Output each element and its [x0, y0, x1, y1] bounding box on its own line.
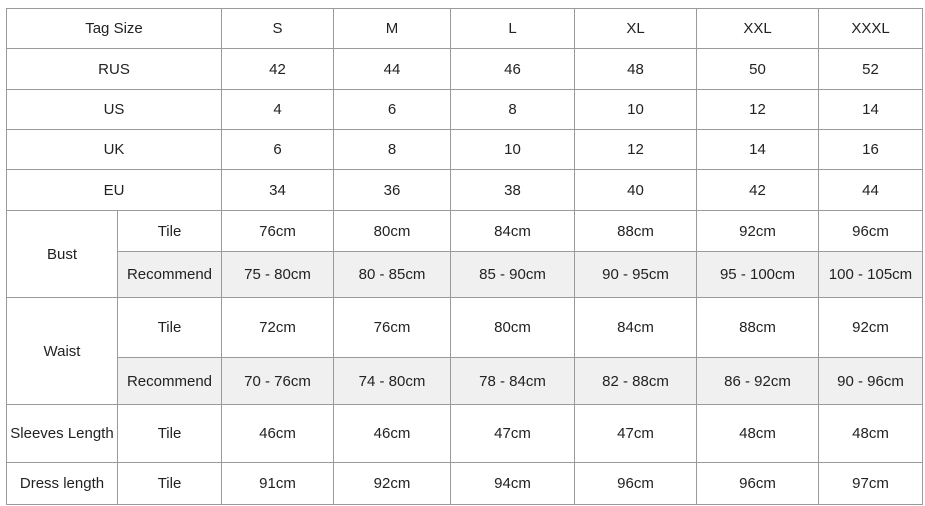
- table-cell: 76cm: [222, 211, 334, 252]
- size-header: XXL: [697, 9, 819, 49]
- table-cell: 34: [222, 170, 334, 211]
- size-header: L: [451, 9, 575, 49]
- table-cell: 74 - 80cm: [334, 358, 451, 405]
- table-cell: 97cm: [819, 463, 923, 505]
- size-header: XL: [575, 9, 697, 49]
- table-cell: 70 - 76cm: [222, 358, 334, 405]
- table-cell: 96cm: [819, 211, 923, 252]
- size-header: XXXL: [819, 9, 923, 49]
- row-label: UK: [7, 130, 222, 170]
- table-cell: 42: [697, 170, 819, 211]
- waist-recommend-row: [7, 358, 923, 405]
- table-cell: 36: [334, 170, 451, 211]
- table-cell: 42: [222, 49, 334, 90]
- rus-row: [7, 49, 923, 90]
- table-cell: 88cm: [697, 298, 819, 358]
- table-cell: 40: [575, 170, 697, 211]
- row-label: US: [7, 90, 222, 130]
- sleeves-row: [7, 405, 923, 463]
- table-cell: 76cm: [334, 298, 451, 358]
- table-cell: 44: [819, 170, 923, 211]
- row-label: EU: [7, 170, 222, 211]
- eu-row: [7, 170, 923, 211]
- table-cell: 46cm: [334, 405, 451, 463]
- table-cell: 75 - 80cm: [222, 252, 334, 298]
- table-cell: 46cm: [222, 405, 334, 463]
- tag-size-row: [7, 9, 923, 49]
- table-cell: 47cm: [575, 405, 697, 463]
- table-cell: 38: [451, 170, 575, 211]
- us-row: [7, 90, 923, 130]
- table-cell: 12: [575, 130, 697, 170]
- table-cell: 84cm: [575, 298, 697, 358]
- row-label: Tag Size: [7, 9, 222, 49]
- table-cell: 84cm: [451, 211, 575, 252]
- table-cell: 80cm: [451, 298, 575, 358]
- table-cell: 96cm: [697, 463, 819, 505]
- table-cell: 90 - 96cm: [819, 358, 923, 405]
- table-cell: 96cm: [575, 463, 697, 505]
- size-chart-table: [6, 8, 923, 505]
- table-cell: 44: [334, 49, 451, 90]
- table-cell: 14: [819, 90, 923, 130]
- table-cell: 48cm: [697, 405, 819, 463]
- table-cell: 10: [451, 130, 575, 170]
- table-cell: 46: [451, 49, 575, 90]
- table-cell: 6: [222, 130, 334, 170]
- table-cell: 80 - 85cm: [334, 252, 451, 298]
- table-cell: 78 - 84cm: [451, 358, 575, 405]
- row-group-label: Sleeves Length: [7, 405, 118, 463]
- sub-label: Recommend: [118, 252, 222, 298]
- table-cell: 80cm: [334, 211, 451, 252]
- row-label: RUS: [7, 49, 222, 90]
- table-cell: 47cm: [451, 405, 575, 463]
- size-header: M: [334, 9, 451, 49]
- table-cell: 8: [451, 90, 575, 130]
- table-cell: 91cm: [222, 463, 334, 505]
- table-cell: 48cm: [819, 405, 923, 463]
- waist-tile-row: [7, 298, 923, 358]
- table-cell: 92cm: [697, 211, 819, 252]
- table-cell: 6: [334, 90, 451, 130]
- row-group-label: Waist: [7, 298, 118, 405]
- table-cell: 12: [697, 90, 819, 130]
- table-cell: 85 - 90cm: [451, 252, 575, 298]
- sub-label: Tile: [118, 405, 222, 463]
- sub-label: Tile: [118, 211, 222, 252]
- size-header: S: [222, 9, 334, 49]
- table-cell: 88cm: [575, 211, 697, 252]
- table-cell: 50: [697, 49, 819, 90]
- table-cell: 72cm: [222, 298, 334, 358]
- dress-length-row: [7, 463, 923, 505]
- row-group-label: Dress length: [7, 463, 118, 505]
- bust-recommend-row: [7, 252, 923, 298]
- table-cell: 92cm: [819, 298, 923, 358]
- table-cell: 8: [334, 130, 451, 170]
- table-cell: 92cm: [334, 463, 451, 505]
- table-cell: 14: [697, 130, 819, 170]
- table-cell: 86 - 92cm: [697, 358, 819, 405]
- uk-row: [7, 130, 923, 170]
- table-cell: 16: [819, 130, 923, 170]
- table-cell: 48: [575, 49, 697, 90]
- table-cell: 52: [819, 49, 923, 90]
- table-cell: 100 - 105cm: [819, 252, 923, 298]
- sub-label: Tile: [118, 298, 222, 358]
- table-cell: 4: [222, 90, 334, 130]
- sub-label: Tile: [118, 463, 222, 505]
- sub-label: Recommend: [118, 358, 222, 405]
- table-cell: 94cm: [451, 463, 575, 505]
- bust-tile-row: [7, 211, 923, 252]
- row-group-label: Bust: [7, 211, 118, 298]
- table-cell: 90 - 95cm: [575, 252, 697, 298]
- table-cell: 10: [575, 90, 697, 130]
- table-cell: 95 - 100cm: [697, 252, 819, 298]
- table-cell: 82 - 88cm: [575, 358, 697, 405]
